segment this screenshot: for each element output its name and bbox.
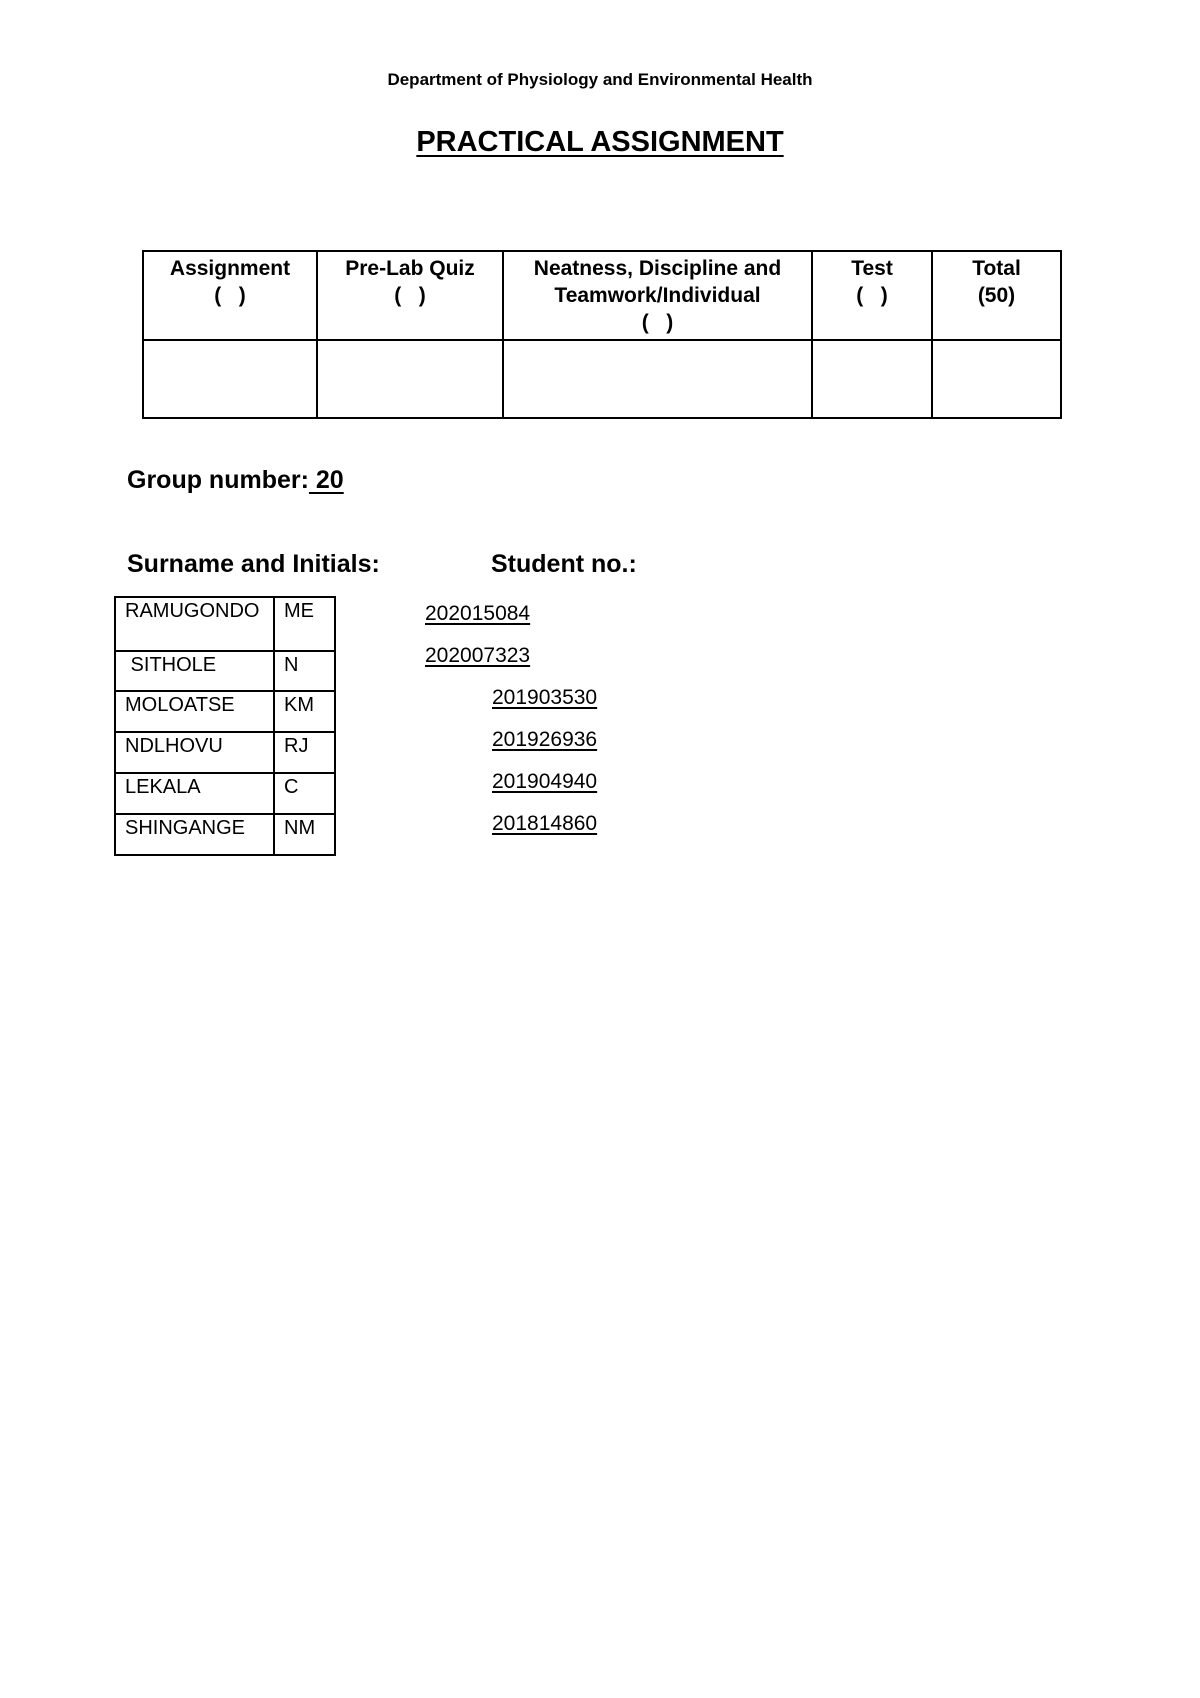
member-initials: C <box>274 773 335 814</box>
student-number: 201903530 <box>492 686 598 709</box>
student-number: 201904940 <box>492 770 598 793</box>
table-row <box>115 691 335 732</box>
department-name: Department of Physiology and Environmental Health <box>387 70 813 89</box>
member-surname: SITHOLE <box>115 651 274 691</box>
member-surname: RAMUGONDO <box>115 597 274 651</box>
marks-col-prelab-quiz: Pre-Lab Quiz ( ) <box>317 251 503 340</box>
member-surname: LEKALA <box>115 773 274 814</box>
group-number-label: Group number: <box>127 466 309 494</box>
marks-header-row <box>143 251 1061 340</box>
marks-col-test: Test ( ) <box>812 251 932 340</box>
table-row <box>115 597 335 651</box>
member-surname: MOLOATSE <box>115 691 274 732</box>
student-number: 201926936 <box>492 728 598 751</box>
members-table <box>114 596 336 856</box>
marks-table <box>142 250 1062 419</box>
group-number-value: 20 <box>308 466 344 494</box>
member-initials: RJ <box>274 732 335 773</box>
marks-cell-neatness[interactable] <box>503 340 812 418</box>
member-initials: KM <box>274 691 335 732</box>
student-number: 202007323 <box>425 644 531 667</box>
marks-col-assignment: Assignment ( ) <box>143 251 317 340</box>
student-number: 201814860 <box>492 812 598 835</box>
member-initials: N <box>274 651 335 691</box>
marks-value-row <box>143 340 1061 418</box>
table-row <box>115 651 335 691</box>
surname-initials-heading: Surname and Initials: <box>127 550 380 578</box>
page-title: PRACTICAL ASSIGNMENT <box>416 126 784 158</box>
table-row <box>115 814 335 855</box>
group-number <box>127 466 344 495</box>
marks-cell-total[interactable] <box>932 340 1061 418</box>
member-initials: ME <box>274 597 335 651</box>
student-no-heading: Student no.: <box>491 550 637 578</box>
marks-col-total: Total (50) <box>932 251 1061 340</box>
table-row <box>115 773 335 814</box>
marks-cell-test[interactable] <box>812 340 932 418</box>
student-number: 202015084 <box>425 602 531 625</box>
member-initials: NM <box>274 814 335 855</box>
table-row <box>115 732 335 773</box>
marks-col-neatness: Neatness, Discipline and Teamwork/Individual ( ) <box>503 251 812 340</box>
marks-cell-assignment[interactable] <box>143 340 317 418</box>
member-surname: NDLHOVU <box>115 732 274 773</box>
marks-cell-prelab-quiz[interactable] <box>317 340 503 418</box>
member-surname: SHINGANGE <box>115 814 274 855</box>
